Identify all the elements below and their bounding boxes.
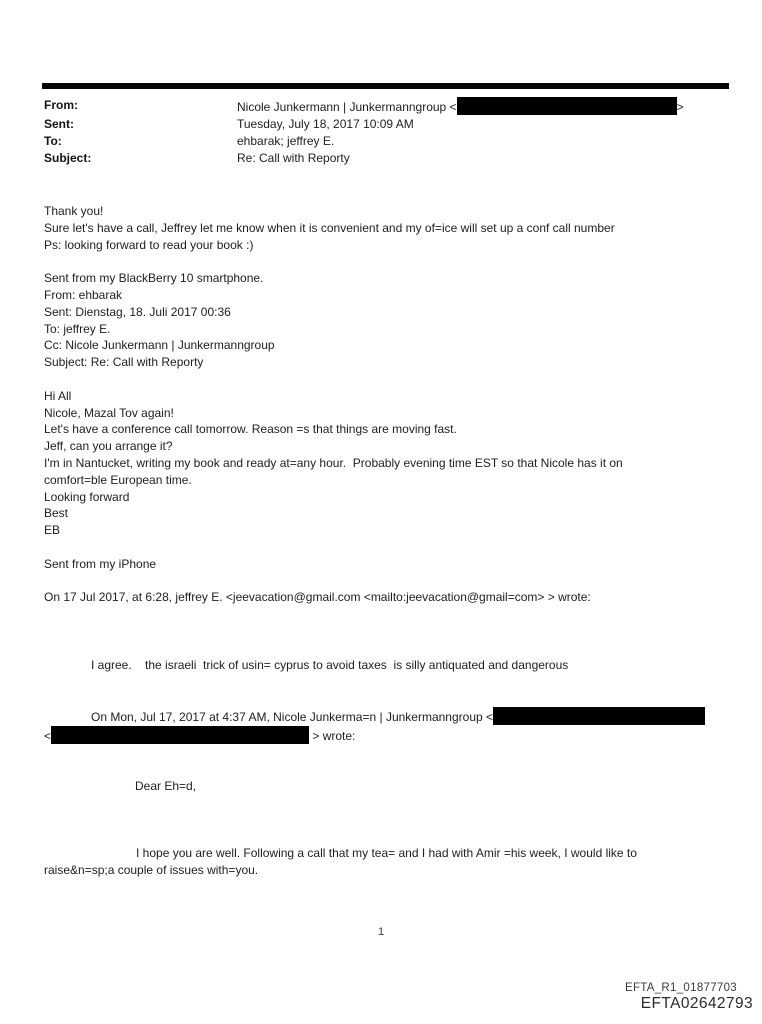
email-body-line <box>44 657 744 674</box>
sent-label: Sent: <box>44 117 74 131</box>
email-body-line <box>44 589 744 606</box>
from-label: From: <box>44 98 78 112</box>
email-body-line <box>44 438 744 455</box>
email-body-line <box>44 321 744 338</box>
text-run: EB <box>44 523 61 538</box>
email-body-line <box>44 270 744 287</box>
email-body-line <box>44 220 744 237</box>
header-row-sent <box>44 116 742 133</box>
email-body-line <box>44 778 744 795</box>
text-run: Ps: looking forward to read your book :) <box>44 237 254 252</box>
page-number: 1 <box>377 926 385 938</box>
text-run: On 17 Jul 2017, at 6:28, jeffrey E. <jeevacation@gmail.com <mailto:jeevacation@gmail=com> > wrote: <box>44 590 591 605</box>
redaction-bar <box>457 97 677 115</box>
text-run: Sent from my BlackBerry 10 smartphone. <box>44 271 264 286</box>
text-run: Looking forward <box>44 489 130 504</box>
email-body-line <box>44 828 744 845</box>
email-body-line <box>44 862 744 879</box>
email-body-line <box>44 539 744 556</box>
email-body-line <box>44 388 744 405</box>
text-run: Let's have a conference call tomorrow. Reason =s that things are moving fast. <box>44 422 457 437</box>
email-body-line <box>44 421 744 438</box>
text-run: Cc: Nicole Junkermann | Junkermanngroup <box>44 338 275 353</box>
bates-number-bottom: EFTA02642793 <box>640 995 753 1013</box>
text-run: I hope you are well. Following a call that my tea= and I had with Amir =his week, I would like to <box>136 846 637 861</box>
email-body-line <box>44 455 744 472</box>
email-body-line <box>44 489 744 506</box>
email-body-line <box>44 237 744 254</box>
bates-stamps <box>625 982 753 1013</box>
header-row-subject <box>44 150 742 167</box>
text-run: Thank you! <box>44 204 104 218</box>
text-run: Best <box>44 506 69 521</box>
text-run: Sure let's have a call, Jeffrey let me know when it is convenient and my of=ice will set up a conf call number <box>44 220 615 235</box>
to-value: ehbarak; jeffrey E. <box>237 134 335 148</box>
email-body-line <box>44 522 744 539</box>
text-run: > wrote: <box>309 728 356 743</box>
text-run: Subject: Re: Call with Reporty <box>44 355 204 370</box>
text-run: Jeff, can you arrange it? <box>44 439 173 454</box>
text-run: From: ehbarak <box>44 287 123 302</box>
email-body-line <box>44 253 744 270</box>
from-value <box>237 97 742 116</box>
text-run: comfort=ble European time. <box>44 472 192 487</box>
email-body-line <box>44 812 744 829</box>
redaction-bar <box>51 726 309 744</box>
email-body-line <box>44 640 744 657</box>
email-body-line <box>44 556 744 573</box>
redaction-bar <box>493 707 705 725</box>
email-body-line <box>44 405 744 422</box>
email-body-line <box>44 203 744 220</box>
email-body-line <box>44 726 744 745</box>
text-run: < <box>44 728 52 743</box>
email-body-line <box>44 690 744 707</box>
email-body-line <box>44 573 744 590</box>
from-value-tail: > <box>676 100 684 114</box>
email-body-line <box>44 673 744 690</box>
subject-label: Subject: <box>44 151 92 165</box>
email-header <box>44 97 742 167</box>
text-run: Hi All <box>44 388 72 403</box>
text-run: raise&n=sp;a couple of issues with=you. <box>44 863 259 878</box>
email-body-line <box>44 745 744 762</box>
subject-value: Re: Call with Reporty <box>237 151 350 165</box>
text-run: Nicole, Mazal Tov again! <box>44 405 174 420</box>
header-row-from <box>44 97 742 116</box>
to-label: To: <box>44 134 62 148</box>
email-body-line <box>44 845 744 862</box>
email-body-line <box>44 505 744 522</box>
header-row-to <box>44 133 742 150</box>
text-run: To: jeffrey E. <box>44 321 111 336</box>
email-body-line <box>44 623 744 640</box>
from-value-text: Nicole Junkermann | Junkermanngroup < <box>237 100 457 114</box>
email-body-line <box>44 354 744 371</box>
text-run: On Mon, Jul 17, 2017 at 4:37 AM, Nicole Junkerma=n | Junkermanngroup < <box>91 709 494 724</box>
email-body-line <box>44 371 744 388</box>
email-body <box>44 203 744 879</box>
email-body-line <box>44 287 744 304</box>
sent-value: Tuesday, July 18, 2017 10:09 AM <box>237 117 414 131</box>
email-body-line <box>44 761 744 778</box>
separator-bar <box>42 83 729 89</box>
text-run: I'm in Nantucket, writing my book and ready at=any hour. Probably evening time EST so that Nicole has it on <box>44 455 623 470</box>
text-run: Dear Eh=d, <box>135 779 197 794</box>
text-run: Sent: Dienstag, 18. Juli 2017 00:36 <box>44 304 231 319</box>
text-run: I agree. the israeli trick of usin= cyprus to avoid taxes is silly antiquated and dangerous <box>91 657 569 672</box>
email-body-line <box>44 337 744 354</box>
email-body-line <box>44 472 744 489</box>
text-run: Sent from my iPhone <box>44 556 157 571</box>
email-body-line <box>44 606 744 623</box>
email-body-line <box>44 707 744 726</box>
email-body-line <box>44 304 744 321</box>
bates-number-top: EFTA_R1_01877703 <box>625 982 737 994</box>
email-body-line <box>44 795 744 812</box>
